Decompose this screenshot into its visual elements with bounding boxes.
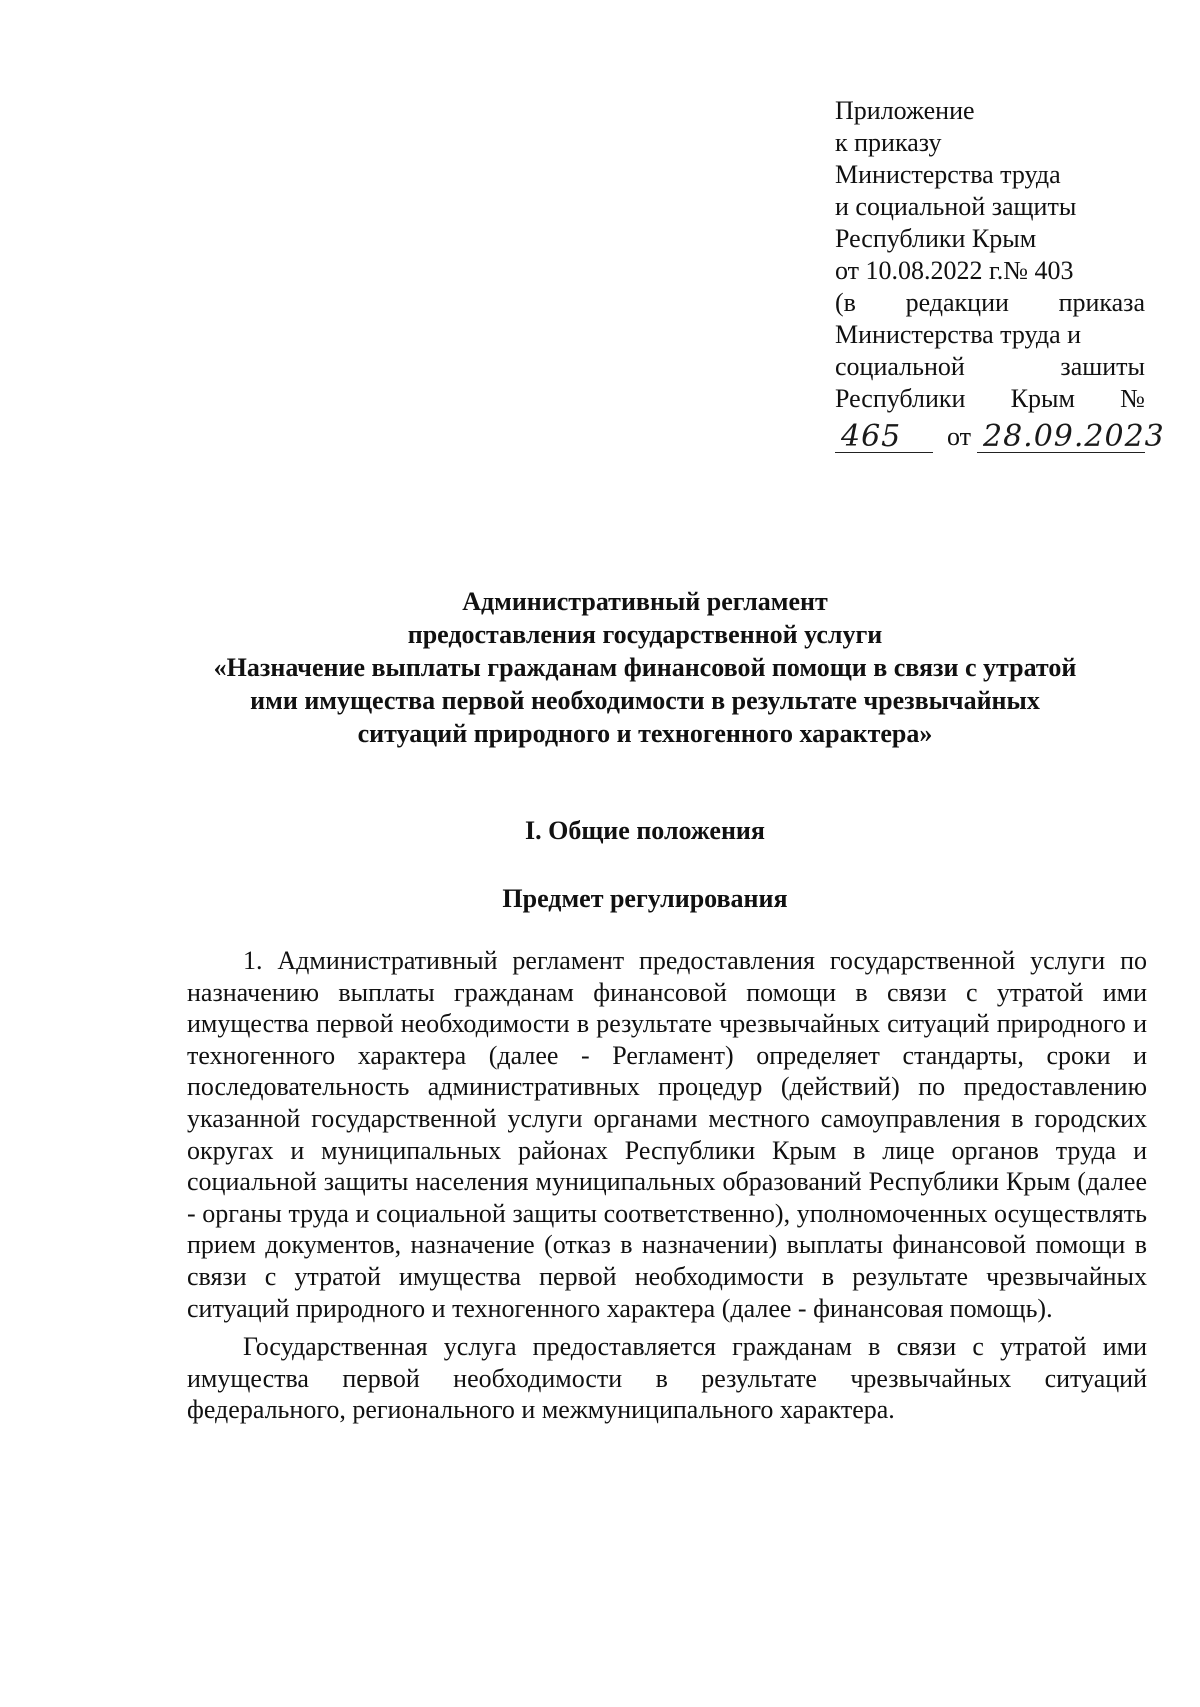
title-line: Административный регламент: [462, 587, 828, 616]
appendix-line: и социальной защиты: [835, 192, 1077, 221]
paragraph: 1. Административный регламент предоставления государственной услуги по назначению выплаты гражданам финансовой помощи в связи с утратой ими имущества первой необходимости в результате чрезвычайных ситуаций природного и техногенного характера (далее - Регламент) определяет стандарты, сроки и последовательность административных процедур (действий) по предоставлению указанной государственной услуги органами местного самоуправления в городских округах и муниципальных районах Республики Крым в лице органов труда и социальной защиты населения муниципальных образований Республики Крым (далее - органы труда и социальной защиты соответственно), уполномоченных осуществлять прием документов, назначение (отказ в назначении) выплаты финансовой помощи в связи с утратой имущества первой необходимости в результате чрезвычайных ситуаций природного и техногенного характера (далее - финансовая помощь).: [187, 946, 1147, 1323]
appendix-word: зашиты: [1060, 352, 1145, 381]
appendix-word: (в: [835, 288, 856, 317]
appendix-word: Крым: [1010, 384, 1075, 413]
order-date-number: от 10.08.2022 г.№ 403: [835, 256, 1074, 285]
handwritten-order-number: 465: [835, 422, 933, 453]
title-line: предоставления государственной услуги: [407, 620, 883, 649]
appendix-line: к приказу: [835, 128, 942, 157]
body-text: [187, 945, 1147, 1426]
appendix-line: Республики Крым: [835, 224, 1037, 253]
appendix-word: Республики: [835, 384, 966, 413]
section-heading: I. Общие положения: [525, 816, 765, 845]
appendix-line: Министерства труда и: [835, 320, 1082, 349]
appendix-word: редакции: [905, 288, 1009, 317]
document-title: [150, 585, 1140, 750]
section-subheading: Предмет регулирования: [502, 884, 788, 913]
appendix-line-justified: [835, 383, 1145, 415]
appendix-line: Министерства труда: [835, 160, 1061, 189]
appendix-line-justified: [835, 351, 1145, 383]
appendix-block: [835, 95, 1165, 454]
handwritten-order-date: 28.09.2023: [977, 422, 1145, 453]
ot-label: от: [946, 422, 971, 451]
appendix-line: Приложение: [835, 96, 975, 125]
handwritten-amendment-line: [835, 415, 1165, 454]
paragraph: Государственная услуга предоставляется гражданам в связи с утратой ими имущества первой необходимости в результате чрезвычайных ситуаций федерального, регионального и межмуниципального характера.: [187, 1332, 1147, 1425]
appendix-line-justified: [835, 287, 1145, 319]
appendix-word: приказа: [1058, 288, 1145, 317]
appendix-word: социальной: [835, 352, 965, 381]
title-line: ситуаций природного и техногенного характера»: [357, 719, 933, 748]
title-line: «Назначение выплаты гражданам финансовой помощи в связи с утратой: [213, 653, 1077, 682]
appendix-word: №: [1120, 384, 1145, 413]
title-line: ими имущества первой необходимости в результате чрезвычайных: [250, 686, 1040, 715]
